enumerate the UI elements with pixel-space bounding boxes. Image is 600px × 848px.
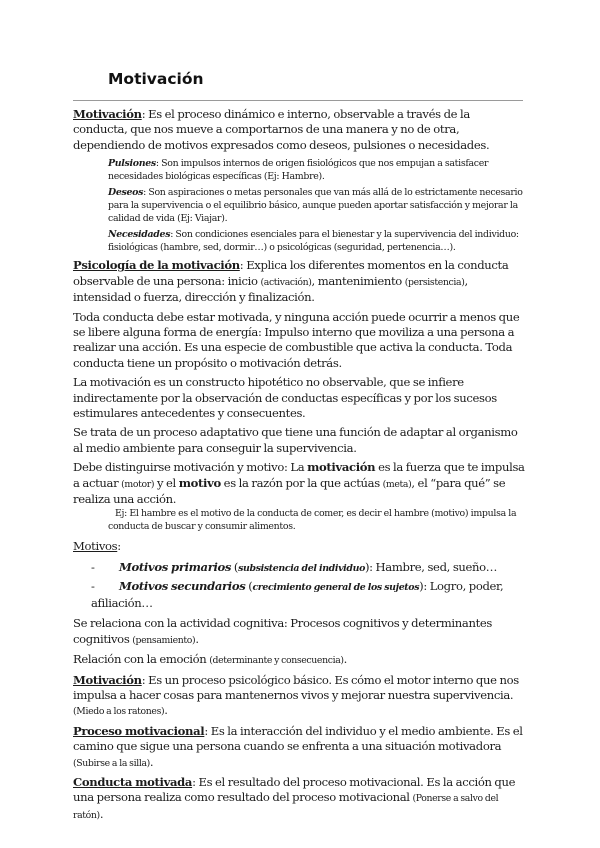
conducta-definition bbox=[73, 775, 525, 823]
emocion-end: . bbox=[343, 652, 348, 667]
conducta-small: (Ponerse a salvo del ratón) bbox=[73, 793, 499, 821]
proceso-small: (Subirse a la silla) bbox=[73, 757, 150, 769]
title-divider bbox=[73, 100, 523, 101]
proceso-end: . bbox=[149, 754, 154, 769]
paren-open: ( bbox=[245, 579, 253, 594]
term-motivacion: Motivación bbox=[73, 107, 142, 121]
distinguir-paragraph bbox=[73, 460, 525, 507]
deseos-item bbox=[108, 187, 525, 225]
page-title: Motivación bbox=[108, 70, 204, 88]
motivacion-definition bbox=[73, 107, 525, 153]
motivo-text: : Logro, poder, afiliación… bbox=[91, 579, 504, 610]
psicologia-small-1: (activación) bbox=[260, 276, 312, 288]
motivos-colon: : bbox=[117, 538, 121, 553]
distinguir-text-2: es la fuerza que te impulsa a actuar bbox=[73, 460, 525, 490]
cognitiva-end: . bbox=[195, 631, 199, 646]
proceso-definition bbox=[73, 724, 525, 771]
paren-close: ) bbox=[364, 560, 370, 575]
proceso-text: : Es la interacción del individuo y el medio ambiente. Es el camino que sigue una persona cuando se enfrenta a una situación motivadora bbox=[73, 723, 523, 754]
psicologia-paragraph bbox=[73, 258, 525, 305]
pulsiones-text: : Son impulsos internos de origen fisiológicos que nos empujan a satisfacer necesidades biológicas específicas (Ej: Hambre). bbox=[108, 158, 489, 182]
psicologia-small-2: (persistencia) bbox=[404, 276, 465, 288]
motivos-primarios-item bbox=[91, 560, 525, 576]
term-deseos: Deseos bbox=[108, 187, 144, 199]
bold-motivacion: motivación bbox=[307, 460, 376, 475]
example-note bbox=[108, 508, 525, 533]
term-psicologia: Psicología de la motivación bbox=[73, 258, 240, 273]
motivos-secundarios-item bbox=[91, 579, 525, 611]
list-dash: - bbox=[91, 560, 95, 575]
constructo-paragraph: La motivación es un constructo hipotético no observable, que se infiere indirectamente por la observación de conductas específicas y por los sucesos estimulares antecedentes y consecuentes. bbox=[73, 375, 497, 421]
motivo-detail: crecimiento general de los sujetos bbox=[252, 582, 420, 594]
distinguir-text-1: Debe distinguirse motivación y motivo: La bbox=[73, 460, 308, 475]
conducta-end: . bbox=[99, 806, 104, 821]
distinguir-text-5: , el “para qué” se realiza una acción. bbox=[73, 475, 506, 507]
necesidades-item bbox=[108, 229, 525, 254]
motivo-name: Motivos primarios bbox=[119, 560, 232, 575]
motivacion2-end: . bbox=[164, 703, 168, 718]
distinguir-small-1: (motor) bbox=[121, 478, 155, 490]
bold-motivo: motivo bbox=[178, 475, 221, 490]
term-proceso-motivacional: Proceso motivacional bbox=[73, 723, 205, 738]
list-dash: - bbox=[91, 579, 95, 594]
distinguir-text-4: es la razón por la que actúas bbox=[220, 475, 383, 490]
motivacion2-text: : Es un proceso psicológico básico. Es cómo el motor interno que nos impulsa a hacer cosas para mantenernos vivos y mejorar nuestra supervivencia. bbox=[73, 672, 519, 702]
example-text: Ej: El hambre es el motivo de la conducta de comer, es decir el hambre (motivo) impulsa la conducta de buscar y consumir alimentos. bbox=[108, 508, 517, 533]
deseos-text: : Son aspiraciones o metas personales que van más allá de lo estrictamente necesario para la supervivencia o el equilibrio básico, aunque pueden aportar satisfacción y mejorar la calidad de vida (Ej: Viajar). bbox=[108, 187, 523, 224]
paren-open: ( bbox=[231, 560, 239, 575]
distinguir-text-3: y el bbox=[154, 475, 179, 490]
document-body bbox=[73, 107, 525, 827]
psicologia-text-3: , intensidad o fuerza, dirección y finalización. bbox=[73, 273, 468, 305]
motivos-heading bbox=[73, 539, 525, 554]
paren-close: ) bbox=[419, 579, 424, 594]
motivacion-second-definition bbox=[73, 673, 525, 720]
motivo-name: Motivos secundarios bbox=[119, 579, 246, 594]
motivacion2-small: (Miedo a los ratones) bbox=[73, 706, 165, 718]
conducta-text: : Es el resultado del proceso motivacional. Es la acción que una persona realiza como resultado del proceso motivacional bbox=[73, 774, 516, 805]
term-pulsiones: Pulsiones bbox=[108, 158, 156, 170]
pulsiones-item bbox=[108, 158, 525, 183]
term-conducta-motivada: Conducta motivada bbox=[73, 774, 193, 789]
psicologia-text-1: : Explica los diferentes momentos en la conducta observable de una persona: inicio bbox=[73, 258, 509, 288]
definition-text: : Es el proceso dinámico e interno, observable a través de la conducta, que nos mueve a comportarnos de una manera y no de otra, dependiendo de motivos expresados como deseos, pulsiones o necesidades. bbox=[73, 107, 490, 152]
term-motivacion-2: Motivación bbox=[73, 672, 142, 687]
motivos-label: Motivos bbox=[73, 538, 118, 553]
psicologia-text-2: , mantenimiento bbox=[311, 273, 405, 288]
cognitiva-small: (pensamiento) bbox=[132, 634, 196, 646]
term-necesidades: Necesidades bbox=[108, 229, 171, 241]
necesidades-text: : Son condiciones esenciales para el bienestar y la supervivencia del individuo: fisiológicas (hambre, sed, dormir…) o psicológicas (seguridad, pertenencia…). bbox=[108, 229, 519, 253]
emocion-paragraph bbox=[73, 652, 525, 668]
toda-conducta-paragraph: Toda conducta debe estar motivada, y ninguna acción puede ocurrir a menos que se libere alguna forma de energía: Impulso interno que moviliza a una persona a realizar una acción. Es una especie de combustible que activa la conducta. Toda conducta tiene un propósito o motivación detrás. bbox=[73, 309, 520, 370]
adaptativo-paragraph: Se trata de un proceso adaptativo que tiene una función de adaptar al organismo al medio ambiente para conseguir la supervivencia. bbox=[73, 425, 518, 455]
motivo-text: : Hambre, sed, sueño… bbox=[369, 560, 498, 575]
emocion-small: (determinante y consecuencia) bbox=[209, 655, 344, 667]
motivo-detail: subsistencia del individuo bbox=[238, 563, 365, 575]
distinguir-small-2: (meta) bbox=[382, 478, 412, 490]
emocion-text: Relación con la emoción bbox=[73, 652, 210, 667]
cognitiva-text: Se relaciona con la actividad cognitiva: Procesos cognitivos y determinantes cognitivos bbox=[73, 616, 492, 646]
cognitiva-paragraph bbox=[73, 616, 525, 648]
